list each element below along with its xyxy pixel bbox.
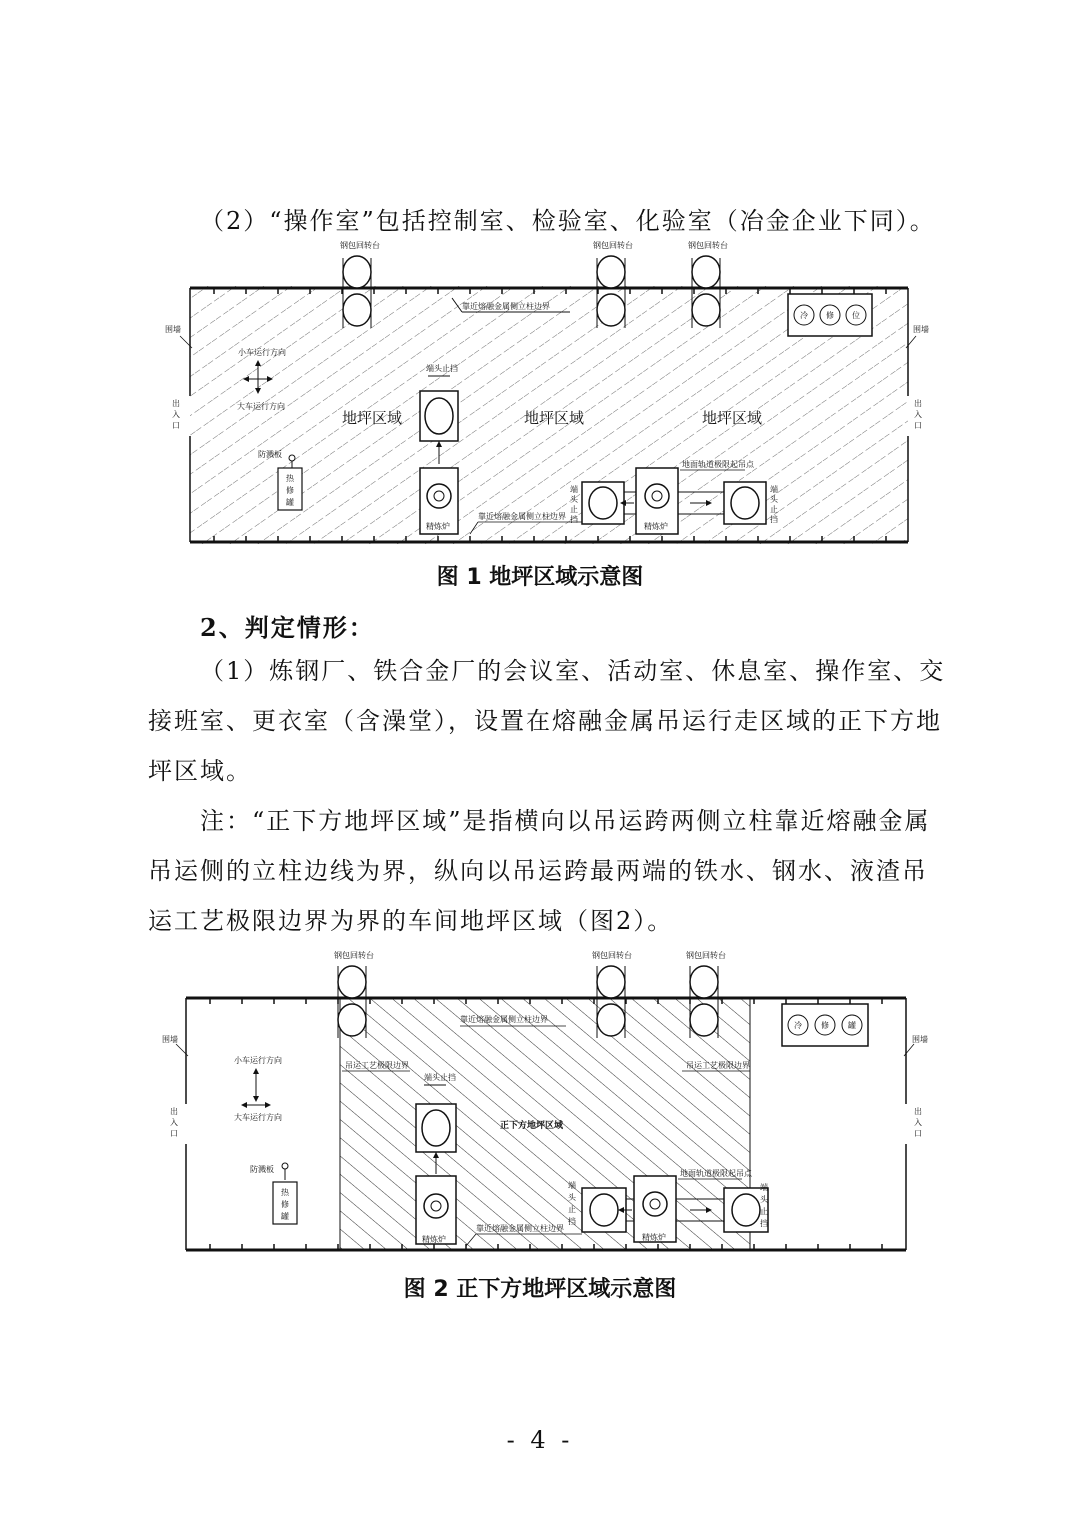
- svg-text:端头止挡: 端头止挡: [426, 364, 458, 373]
- svg-text:位: 位: [852, 311, 860, 320]
- svg-text:口: 口: [170, 1129, 178, 1138]
- svg-text:修: 修: [826, 311, 834, 320]
- svg-text:热: 热: [286, 474, 294, 483]
- svg-text:入: 入: [914, 1118, 922, 1127]
- svg-text:入: 入: [172, 410, 180, 419]
- svg-text:挡: 挡: [568, 1217, 576, 1226]
- svg-text:罐: 罐: [848, 1021, 856, 1030]
- svg-text:罐: 罐: [281, 1212, 289, 1221]
- svg-text:钢包回转台: 钢包回转台: [688, 241, 728, 250]
- entrance-right: [914, 398, 922, 430]
- svg-text:挡: 挡: [570, 515, 578, 524]
- column-boundary-label-top: 靠近熔融金属侧立柱边界: [462, 302, 550, 311]
- svg-text:精炼炉: 精炼炉: [642, 1233, 666, 1242]
- svg-text:罐: 罐: [286, 498, 294, 507]
- paragraph-operating-room: （2）“操作室”包括控制室、检验室、化验室（冶金企业下同）。: [200, 207, 936, 235]
- svg-text:防溅板: 防溅板: [250, 1165, 274, 1174]
- svg-text:止: 止: [570, 505, 578, 514]
- figure-1-floor-area-diagram: [0, 236, 1080, 556]
- svg-text:入: 入: [170, 1118, 178, 1127]
- svg-text:入: 入: [914, 410, 922, 419]
- hot-repair-tank: [250, 1163, 297, 1224]
- svg-text:头: 头: [760, 1195, 768, 1204]
- process-limit-label-left: 吊运工艺极限边界: [345, 1061, 409, 1070]
- svg-text:冷: 冷: [794, 1021, 802, 1030]
- paragraph-note: 注：“正下方地坪区域”是指横向以吊运跨两侧立柱靠近熔融金属吊运侧的立柱边线为界，纵向以吊运跨最两端的铁水、钢水、液渣吊运工艺极限边界为界的车间地坪区域（图2）。: [148, 807, 931, 935]
- wall-label-right: 围墙: [913, 325, 929, 334]
- svg-text:精炼炉: 精炼炉: [426, 522, 450, 531]
- svg-text:止: 止: [568, 1205, 576, 1214]
- entrance-left: [172, 398, 180, 430]
- svg-text:小车运行方向: 小车运行方向: [234, 1056, 282, 1065]
- svg-text:口: 口: [172, 421, 180, 430]
- column-boundary-label-bottom: 靠近熔融金属侧立柱边界: [476, 1224, 564, 1233]
- figure-2-caption: 图 2 正下方地坪区域示意图: [403, 1277, 677, 1302]
- process-limit-label-right: 吊运工艺极限边界: [686, 1061, 750, 1070]
- floor-area-label-1: 地坪区域: [342, 409, 403, 427]
- svg-text:防溅板: 防溅板: [258, 450, 282, 459]
- svg-text:端: 端: [570, 485, 578, 494]
- cold-repair-slots: [788, 294, 872, 336]
- rail-limit-label: 地面轨道极限起吊点: [680, 1169, 752, 1178]
- svg-text:挡: 挡: [770, 515, 778, 524]
- svg-text:端: 端: [760, 1183, 768, 1192]
- column-boundary-label-top: 靠近熔融金属侧立柱边界: [460, 1015, 548, 1024]
- svg-text:精炼炉: 精炼炉: [644, 522, 668, 531]
- svg-text:止: 止: [770, 505, 778, 514]
- floor-area-label-3: 地坪区域: [702, 409, 763, 427]
- heading-judgement-cases: 2、判定情形：: [200, 613, 375, 642]
- svg-text:出: 出: [170, 1107, 178, 1116]
- entrance-left: [170, 1106, 178, 1138]
- direction-indicator: [234, 1055, 282, 1122]
- svg-text:修: 修: [281, 1200, 289, 1209]
- wall-label-right: 围墙: [912, 1035, 928, 1044]
- svg-text:冷: 冷: [800, 311, 808, 320]
- svg-text:口: 口: [914, 421, 922, 430]
- cold-repair-slots: [782, 1004, 868, 1046]
- svg-text:头: 头: [568, 1193, 576, 1202]
- paragraph-case-1: （1）炼钢厂、铁合金厂的会议室、活动室、休息室、操作室、交接班室、更衣室（含澡堂），设置在熔融金属吊运行走区域的正下方地坪区域。: [148, 657, 946, 785]
- column-boundary-label-bottom: 靠近熔融金属侧立柱边界: [478, 512, 566, 521]
- svg-text:口: 口: [914, 1129, 922, 1138]
- entrance-right: [914, 1106, 922, 1138]
- svg-text:止: 止: [760, 1207, 768, 1216]
- svg-text:精炼炉: 精炼炉: [422, 1235, 446, 1244]
- svg-text:钢包回转台: 钢包回转台: [592, 951, 632, 960]
- directly-below-area-label: 正下方地坪区域: [500, 1121, 564, 1131]
- wall-label-left: 围墙: [162, 1035, 178, 1044]
- svg-text:头: 头: [570, 495, 578, 504]
- figure-2-directly-below-area-diagram: [0, 944, 1080, 1264]
- page-number: - 4 -: [506, 1426, 574, 1454]
- svg-text:端: 端: [770, 485, 778, 494]
- svg-text:端头止挡: 端头止挡: [424, 1073, 456, 1082]
- svg-text:修: 修: [286, 486, 294, 495]
- svg-text:出: 出: [914, 1107, 922, 1116]
- figure-1-caption: 图 1 地坪区域示意图: [436, 565, 644, 590]
- svg-text:修: 修: [821, 1021, 829, 1030]
- svg-text:钢包回转台: 钢包回转台: [686, 951, 726, 960]
- svg-text:出: 出: [914, 399, 922, 408]
- svg-text:大车运行方向: 大车运行方向: [234, 1113, 282, 1122]
- svg-text:小车运行方向: 小车运行方向: [238, 348, 286, 357]
- svg-text:钢包回转台: 钢包回转台: [340, 241, 380, 250]
- svg-text:钢包回转台: 钢包回转台: [593, 241, 633, 250]
- svg-text:热: 热: [281, 1188, 289, 1197]
- wall-label-left: 围墙: [165, 325, 181, 334]
- svg-text:钢包回转台: 钢包回转台: [334, 951, 374, 960]
- svg-text:挡: 挡: [760, 1219, 768, 1228]
- svg-text:头: 头: [770, 495, 778, 504]
- svg-text:出: 出: [172, 399, 180, 408]
- floor-area-label-2: 地坪区域: [524, 409, 585, 427]
- svg-text:大车运行方向: 大车运行方向: [237, 402, 285, 411]
- rail-limit-label: 地面轨道极限起吊点: [682, 460, 754, 469]
- svg-text:端: 端: [568, 1181, 576, 1190]
